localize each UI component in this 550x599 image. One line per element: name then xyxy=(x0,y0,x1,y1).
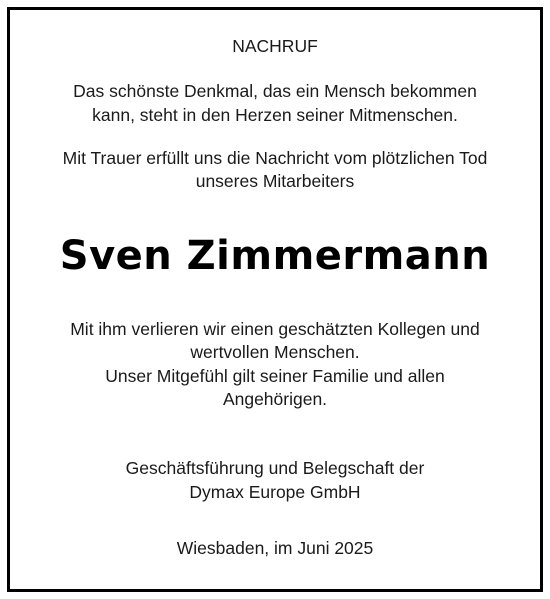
message-line: unseres Mitarbeiters xyxy=(195,171,355,191)
message-line: Mit Trauer erfüllt uns die Nachricht vom plötzlichen Tod xyxy=(62,148,488,168)
body-line: Angehörigen. xyxy=(222,389,328,409)
body-line: Unser Mitgefühl gilt seiner Familie und allen xyxy=(105,366,445,386)
obituary-notice xyxy=(7,7,543,592)
place-date: Wiesbaden, im Juni 2025 xyxy=(176,538,374,558)
body-line: Mit ihm verlieren wir einen geschätzten Kollegen und xyxy=(70,319,480,339)
deceased-name: Sven Zimmermann xyxy=(59,233,491,279)
quote-line: kann, steht in den Herzen seiner Mitmenschen. xyxy=(92,105,458,125)
signature-line: Dymax Europe GmbH xyxy=(189,482,361,502)
signature-line: Geschäftsführung und Belegschaft der xyxy=(125,458,425,478)
notice-heading: NACHRUF xyxy=(232,36,318,56)
quote-line: Das schönste Denkmal, das ein Mensch bekommen xyxy=(73,81,477,101)
body-line: wertvollen Menschen. xyxy=(190,342,360,362)
